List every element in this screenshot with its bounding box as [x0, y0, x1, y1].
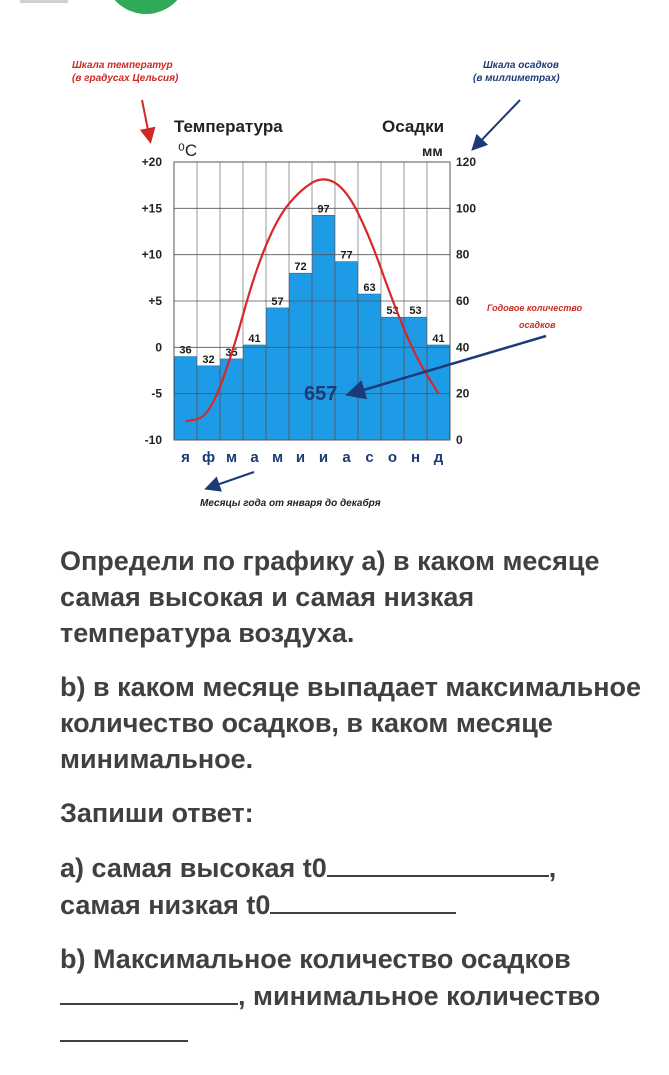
left-tick-label: +20 [141, 155, 162, 169]
month-label: м [225, 449, 238, 466]
bar-value-label: 77 [340, 249, 353, 262]
climate-chart-svg [58, 40, 626, 520]
right-tick-label: 60 [456, 294, 470, 308]
left-tick-label: -5 [151, 386, 162, 401]
right-tick-label: 0 [456, 433, 463, 447]
left-axis-title: Температура [174, 117, 283, 136]
left-tick-label: 0 [155, 340, 162, 355]
months-caption-arrow [208, 472, 254, 488]
month-label: м [271, 449, 284, 466]
month-label: я [181, 449, 190, 466]
question-b: b) в каком месяце выпадает максимальное количество осадков, в каком месяце минимальное. [60, 672, 642, 774]
climate-chart [58, 40, 626, 520]
answer-a-high-label: а) самая высокая t0 [60, 853, 327, 883]
bar-value-label: 53 [409, 305, 422, 318]
green-circle-icon [104, 0, 188, 14]
right-tick-label: 100 [456, 201, 477, 216]
top-bar [0, 0, 669, 18]
answer-b-max-label: b) Максимальное количество осадков [60, 944, 571, 974]
total-precip-label: 657 [304, 383, 338, 405]
month-label: д [433, 449, 444, 466]
month-label: а [342, 449, 351, 466]
left-tick-label: +10 [141, 247, 162, 262]
answer-b-max-blank[interactable] [60, 977, 238, 1005]
question-text [60, 543, 650, 1069]
bar-value-label: 97 [317, 203, 330, 216]
precip-scale-arrow [474, 100, 520, 148]
temp-scale-note-1: Шкала температур [72, 60, 173, 71]
right-tick-label: 20 [456, 386, 470, 401]
answer-a-high-blank[interactable] [327, 849, 549, 877]
answer-b [60, 941, 650, 1051]
month-label: ф [201, 449, 216, 466]
answer-a-low-label: самая низкая t0 [60, 890, 271, 920]
bar-value-label: 32 [202, 353, 215, 366]
month-label: и [295, 449, 306, 466]
months-caption: Месяцы года от января до декабря [200, 498, 381, 509]
answer-b-min-label: , минимальное количество [238, 981, 601, 1011]
precip-bar [244, 345, 266, 440]
right-tick-label: 40 [456, 340, 470, 355]
temp-scale-note-2: (в градусах Цельсия) [72, 73, 179, 84]
right-axis-unit: мм [422, 143, 443, 159]
answer-a [60, 849, 650, 923]
precip-bar [290, 273, 312, 440]
bar-value-label: 63 [363, 282, 376, 295]
annual-precip-note-2: осадков [519, 320, 556, 330]
precip-bar [336, 262, 358, 440]
right-tick-label: 120 [456, 155, 477, 169]
bar-value-label: 53 [386, 305, 399, 318]
temp-scale-arrow [142, 100, 150, 140]
left-axis-ticks [142, 155, 163, 447]
month-label: и [318, 449, 329, 466]
precip-bar [175, 357, 197, 440]
left-tick-label: +5 [148, 294, 162, 308]
right-tick-label: 80 [456, 247, 470, 262]
precip-scale-note-2: (в миллиметрах) [473, 73, 560, 84]
bar-value-label: 57 [271, 295, 284, 308]
bar-value-label: 41 [432, 333, 445, 346]
precip-bar [267, 308, 289, 440]
precip-scale-note-1: Шкала осадков [483, 60, 559, 71]
precip-bar [313, 215, 335, 440]
answer-b-min-blank[interactable] [60, 1014, 188, 1042]
precip-bar [198, 366, 220, 440]
month-label: а [250, 449, 259, 466]
right-axis-title: Осадки [382, 117, 445, 136]
bar-value-label: 72 [294, 261, 307, 274]
month-labels [181, 449, 444, 466]
bar-value-label: 41 [248, 333, 261, 346]
answer-heading: Запиши ответ: [60, 798, 254, 828]
right-axis-ticks [456, 155, 476, 447]
bar-value-label: 35 [225, 346, 238, 359]
bar-value-label: 36 [179, 344, 192, 357]
month-label: н [410, 449, 421, 466]
annual-precip-note-1: Годовое количество [487, 303, 583, 313]
top-divider [20, 0, 68, 3]
left-axis-unit: ⁰С [178, 141, 198, 160]
left-tick-label: +15 [141, 201, 162, 216]
precip-bar [221, 359, 243, 440]
month-label: о [387, 449, 398, 466]
answer-a-comma: , [548, 853, 557, 883]
month-label: с [365, 449, 374, 466]
precip-bar [359, 294, 381, 440]
left-tick-label: -10 [144, 433, 162, 447]
question-a: Определи по графику а) в каком месяце самая высокая и самая низкая температура воздуха. [60, 546, 600, 648]
answer-a-low-blank[interactable] [270, 886, 456, 914]
